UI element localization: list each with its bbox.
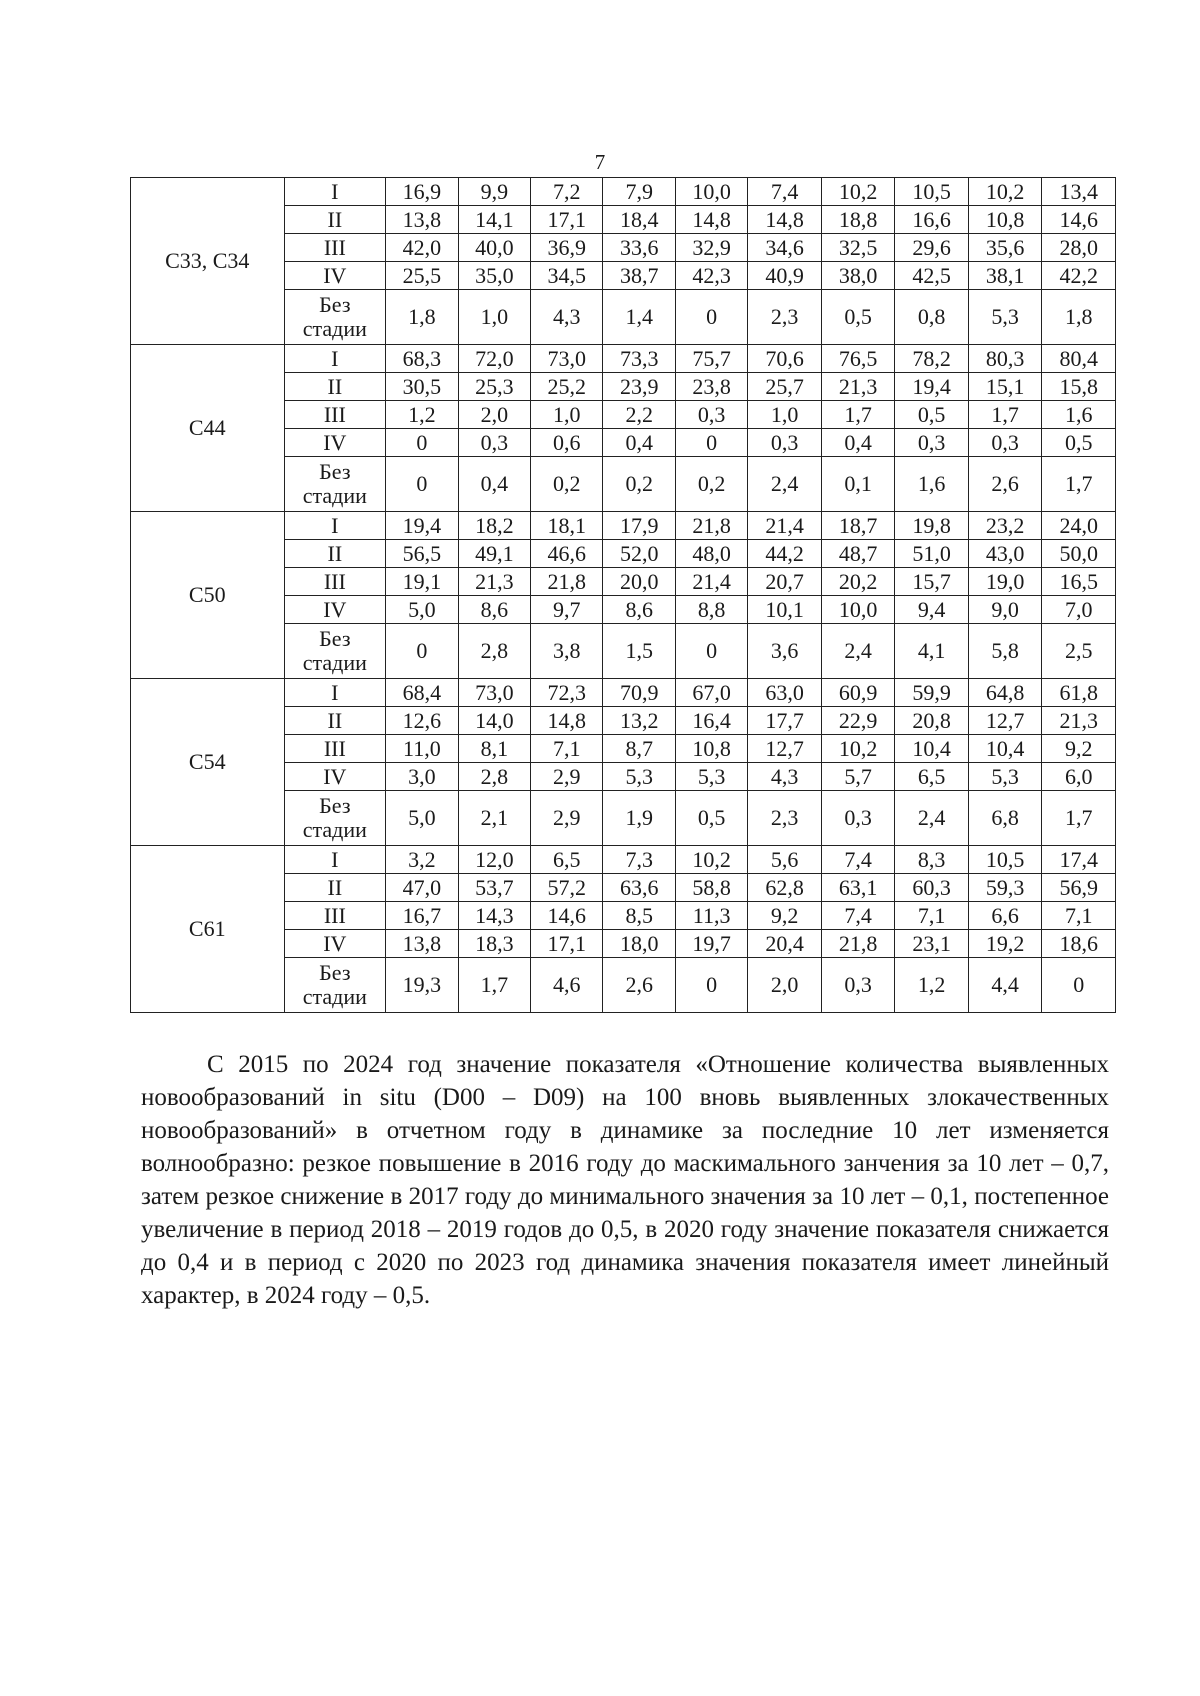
cancer-code-cell: C50 bbox=[131, 512, 285, 679]
value-cell: 10,0 bbox=[821, 596, 895, 624]
value-cell: 13,4 bbox=[1042, 178, 1116, 206]
value-cell: 1,4 bbox=[603, 290, 675, 345]
value-cell: 6,0 bbox=[1042, 763, 1116, 791]
value-cell: 38,0 bbox=[821, 262, 895, 290]
stage-cell: II bbox=[284, 707, 386, 735]
value-cell: 2,4 bbox=[748, 457, 822, 512]
value-cell: 2,0 bbox=[748, 958, 822, 1013]
value-cell: 0,4 bbox=[603, 429, 675, 457]
value-cell: 1,7 bbox=[968, 401, 1042, 429]
value-cell: 7,2 bbox=[531, 178, 603, 206]
value-cell: 10,8 bbox=[675, 735, 747, 763]
value-cell: 25,2 bbox=[531, 373, 603, 401]
value-cell: 17,4 bbox=[1042, 846, 1116, 874]
value-cell: 0,2 bbox=[675, 457, 747, 512]
stage-distribution-table bbox=[130, 177, 1116, 1013]
table-row bbox=[131, 679, 1116, 707]
value-cell: 1,2 bbox=[895, 958, 969, 1013]
value-cell: 2,6 bbox=[603, 958, 675, 1013]
value-cell: 2,8 bbox=[458, 624, 530, 679]
value-cell: 32,5 bbox=[821, 234, 895, 262]
value-cell: 19,2 bbox=[968, 930, 1042, 958]
value-cell: 2,4 bbox=[895, 791, 969, 846]
value-cell: 5,3 bbox=[968, 290, 1042, 345]
value-cell: 42,2 bbox=[1042, 262, 1116, 290]
value-cell: 1,8 bbox=[386, 290, 458, 345]
value-cell: 15,7 bbox=[895, 568, 969, 596]
value-cell: 1,8 bbox=[1042, 290, 1116, 345]
value-cell: 40,9 bbox=[748, 262, 822, 290]
value-cell: 2,3 bbox=[748, 290, 822, 345]
value-cell: 42,3 bbox=[675, 262, 747, 290]
value-cell: 70,9 bbox=[603, 679, 675, 707]
value-cell: 73,3 bbox=[603, 345, 675, 373]
stage-cell: II bbox=[284, 540, 386, 568]
value-cell: 51,0 bbox=[895, 540, 969, 568]
stage-cell: Без стадии bbox=[284, 791, 386, 846]
value-cell: 63,6 bbox=[603, 874, 675, 902]
value-cell: 9,2 bbox=[748, 902, 822, 930]
value-cell: 0,2 bbox=[531, 457, 603, 512]
value-cell: 23,9 bbox=[603, 373, 675, 401]
value-cell: 7,1 bbox=[1042, 902, 1116, 930]
value-cell: 9,2 bbox=[1042, 735, 1116, 763]
value-cell: 0,4 bbox=[821, 429, 895, 457]
value-cell: 60,9 bbox=[821, 679, 895, 707]
value-cell: 23,2 bbox=[968, 512, 1042, 540]
value-cell: 14,8 bbox=[748, 206, 822, 234]
stage-cell: II bbox=[284, 874, 386, 902]
value-cell: 21,8 bbox=[531, 568, 603, 596]
value-cell: 42,0 bbox=[386, 234, 458, 262]
value-cell: 6,6 bbox=[968, 902, 1042, 930]
value-cell: 5,3 bbox=[968, 763, 1042, 791]
value-cell: 21,3 bbox=[821, 373, 895, 401]
value-cell: 78,2 bbox=[895, 345, 969, 373]
value-cell: 0 bbox=[386, 624, 458, 679]
value-cell: 0,3 bbox=[821, 958, 895, 1013]
value-cell: 9,9 bbox=[458, 178, 530, 206]
value-cell: 5,0 bbox=[386, 791, 458, 846]
value-cell: 17,1 bbox=[531, 206, 603, 234]
value-cell: 30,5 bbox=[386, 373, 458, 401]
value-cell: 0 bbox=[675, 290, 747, 345]
value-cell: 2,9 bbox=[531, 791, 603, 846]
value-cell: 0,5 bbox=[1042, 429, 1116, 457]
stage-cell: II bbox=[284, 206, 386, 234]
value-cell: 14,8 bbox=[675, 206, 747, 234]
value-cell: 20,7 bbox=[748, 568, 822, 596]
value-cell: 10,5 bbox=[895, 178, 969, 206]
value-cell: 1,7 bbox=[1042, 457, 1116, 512]
value-cell: 17,7 bbox=[748, 707, 822, 735]
value-cell: 20,0 bbox=[603, 568, 675, 596]
value-cell: 0 bbox=[386, 429, 458, 457]
table-row bbox=[131, 345, 1116, 373]
value-cell: 64,8 bbox=[968, 679, 1042, 707]
value-cell: 2,5 bbox=[1042, 624, 1116, 679]
value-cell: 25,7 bbox=[748, 373, 822, 401]
value-cell: 10,8 bbox=[968, 206, 1042, 234]
value-cell: 16,6 bbox=[895, 206, 969, 234]
value-cell: 20,2 bbox=[821, 568, 895, 596]
value-cell: 17,1 bbox=[531, 930, 603, 958]
value-cell: 72,0 bbox=[458, 345, 530, 373]
value-cell: 60,3 bbox=[895, 874, 969, 902]
value-cell: 19,4 bbox=[386, 512, 458, 540]
value-cell: 0,1 bbox=[821, 457, 895, 512]
value-cell: 18,1 bbox=[531, 512, 603, 540]
value-cell: 21,4 bbox=[675, 568, 747, 596]
value-cell: 5,7 bbox=[821, 763, 895, 791]
value-cell: 8,8 bbox=[675, 596, 747, 624]
value-cell: 8,3 bbox=[895, 846, 969, 874]
value-cell: 52,0 bbox=[603, 540, 675, 568]
value-cell: 42,5 bbox=[895, 262, 969, 290]
value-cell: 10,2 bbox=[821, 735, 895, 763]
value-cell: 10,4 bbox=[968, 735, 1042, 763]
value-cell: 80,4 bbox=[1042, 345, 1116, 373]
value-cell: 8,1 bbox=[458, 735, 530, 763]
value-cell: 21,3 bbox=[1042, 707, 1116, 735]
value-cell: 1,0 bbox=[458, 290, 530, 345]
value-cell: 0,3 bbox=[458, 429, 530, 457]
value-cell: 0,3 bbox=[821, 791, 895, 846]
table-row bbox=[131, 178, 1116, 206]
value-cell: 1,0 bbox=[531, 401, 603, 429]
value-cell: 34,5 bbox=[531, 262, 603, 290]
value-cell: 2,6 bbox=[968, 457, 1042, 512]
value-cell: 44,2 bbox=[748, 540, 822, 568]
value-cell: 1,9 bbox=[603, 791, 675, 846]
value-cell: 8,5 bbox=[603, 902, 675, 930]
value-cell: 0 bbox=[675, 958, 747, 1013]
value-cell: 56,5 bbox=[386, 540, 458, 568]
value-cell: 19,1 bbox=[386, 568, 458, 596]
value-cell: 4,6 bbox=[531, 958, 603, 1013]
value-cell: 12,0 bbox=[458, 846, 530, 874]
value-cell: 75,7 bbox=[675, 345, 747, 373]
value-cell: 47,0 bbox=[386, 874, 458, 902]
value-cell: 18,0 bbox=[603, 930, 675, 958]
value-cell: 4,4 bbox=[968, 958, 1042, 1013]
value-cell: 19,0 bbox=[968, 568, 1042, 596]
value-cell: 61,8 bbox=[1042, 679, 1116, 707]
stage-cell: IV bbox=[284, 596, 386, 624]
value-cell: 10,5 bbox=[968, 846, 1042, 874]
value-cell: 14,3 bbox=[458, 902, 530, 930]
value-cell: 0,3 bbox=[895, 429, 969, 457]
value-cell: 19,4 bbox=[895, 373, 969, 401]
value-cell: 19,8 bbox=[895, 512, 969, 540]
value-cell: 50,0 bbox=[1042, 540, 1116, 568]
value-cell: 0 bbox=[386, 457, 458, 512]
value-cell: 48,7 bbox=[821, 540, 895, 568]
value-cell: 16,5 bbox=[1042, 568, 1116, 596]
stage-cell: IV bbox=[284, 429, 386, 457]
value-cell: 13,8 bbox=[386, 930, 458, 958]
stage-cell: Без стадии bbox=[284, 457, 386, 512]
value-cell: 0,3 bbox=[968, 429, 1042, 457]
value-cell: 3,0 bbox=[386, 763, 458, 791]
value-cell: 15,8 bbox=[1042, 373, 1116, 401]
value-cell: 10,0 bbox=[675, 178, 747, 206]
value-cell: 1,6 bbox=[895, 457, 969, 512]
value-cell: 0 bbox=[675, 624, 747, 679]
value-cell: 15,1 bbox=[968, 373, 1042, 401]
cancer-code-cell: C44 bbox=[131, 345, 285, 512]
value-cell: 5,0 bbox=[386, 596, 458, 624]
value-cell: 0,5 bbox=[675, 791, 747, 846]
value-cell: 0 bbox=[1042, 958, 1116, 1013]
value-cell: 38,7 bbox=[603, 262, 675, 290]
value-cell: 2,1 bbox=[458, 791, 530, 846]
value-cell: 21,3 bbox=[458, 568, 530, 596]
value-cell: 7,4 bbox=[748, 178, 822, 206]
value-cell: 46,6 bbox=[531, 540, 603, 568]
stage-cell: IV bbox=[284, 930, 386, 958]
value-cell: 0,6 bbox=[531, 429, 603, 457]
body-paragraph bbox=[141, 1048, 1109, 1312]
value-cell: 56,9 bbox=[1042, 874, 1116, 902]
value-cell: 14,8 bbox=[531, 707, 603, 735]
value-cell: 19,7 bbox=[675, 930, 747, 958]
value-cell: 68,3 bbox=[386, 345, 458, 373]
value-cell: 32,9 bbox=[675, 234, 747, 262]
value-cell: 20,4 bbox=[748, 930, 822, 958]
value-cell: 73,0 bbox=[531, 345, 603, 373]
value-cell: 38,1 bbox=[968, 262, 1042, 290]
value-cell: 5,6 bbox=[748, 846, 822, 874]
value-cell: 0,8 bbox=[895, 290, 969, 345]
value-cell: 2,8 bbox=[458, 763, 530, 791]
value-cell: 10,1 bbox=[748, 596, 822, 624]
value-cell: 43,0 bbox=[968, 540, 1042, 568]
value-cell: 70,6 bbox=[748, 345, 822, 373]
table-row bbox=[131, 512, 1116, 540]
value-cell: 59,9 bbox=[895, 679, 969, 707]
value-cell: 1,5 bbox=[603, 624, 675, 679]
value-cell: 5,8 bbox=[968, 624, 1042, 679]
paragraph-text: С 2015 по 2024 год значение показателя «Отношение количества выявленных новообразований in situ (D00 – D09) на 100 вновь выявленных злокачественных новообразований» в отчетном году в динамике за последние 10 лет изменяется волнообразно: резкое повышение в 2016 году до маскимального занчения за 10 лет – 0,7, затем резкое снижение в 2017 году до минимального значения за 10 лет – 0,1, постепенное увеличение в период 2018 – 2019 годов до 0,5, в 2020 году значение показателя снижается до 0,4 и в период с 2020 по 2023 год динамика значения показателя имеет линейный характер, в 2024 году – 0,5. bbox=[141, 1051, 1109, 1309]
stage-cell: I bbox=[284, 512, 386, 540]
value-cell: 1,7 bbox=[1042, 791, 1116, 846]
value-cell: 57,2 bbox=[531, 874, 603, 902]
value-cell: 1,6 bbox=[1042, 401, 1116, 429]
value-cell: 2,9 bbox=[531, 763, 603, 791]
value-cell: 9,0 bbox=[968, 596, 1042, 624]
value-cell: 14,0 bbox=[458, 707, 530, 735]
value-cell: 11,3 bbox=[675, 902, 747, 930]
value-cell: 0,2 bbox=[603, 457, 675, 512]
value-cell: 16,9 bbox=[386, 178, 458, 206]
value-cell: 0 bbox=[675, 429, 747, 457]
value-cell: 23,1 bbox=[895, 930, 969, 958]
value-cell: 4,3 bbox=[531, 290, 603, 345]
cancer-code-cell: C61 bbox=[131, 846, 285, 1013]
value-cell: 2,4 bbox=[821, 624, 895, 679]
value-cell: 1,7 bbox=[821, 401, 895, 429]
value-cell: 1,2 bbox=[386, 401, 458, 429]
value-cell: 72,3 bbox=[531, 679, 603, 707]
value-cell: 23,8 bbox=[675, 373, 747, 401]
value-cell: 59,3 bbox=[968, 874, 1042, 902]
value-cell: 19,3 bbox=[386, 958, 458, 1013]
value-cell: 21,8 bbox=[675, 512, 747, 540]
value-cell: 13,2 bbox=[603, 707, 675, 735]
value-cell: 2,3 bbox=[748, 791, 822, 846]
stage-cell: III bbox=[284, 735, 386, 763]
value-cell: 8,6 bbox=[603, 596, 675, 624]
value-cell: 40,0 bbox=[458, 234, 530, 262]
cancer-code-cell: C33, C34 bbox=[131, 178, 285, 345]
value-cell: 10,2 bbox=[821, 178, 895, 206]
stage-cell: Без стадии bbox=[284, 958, 386, 1013]
value-cell: 10,2 bbox=[675, 846, 747, 874]
value-cell: 7,0 bbox=[1042, 596, 1116, 624]
value-cell: 3,6 bbox=[748, 624, 822, 679]
value-cell: 7,1 bbox=[895, 902, 969, 930]
value-cell: 7,4 bbox=[821, 902, 895, 930]
value-cell: 18,4 bbox=[603, 206, 675, 234]
value-cell: 17,9 bbox=[603, 512, 675, 540]
value-cell: 14,6 bbox=[1042, 206, 1116, 234]
page-number: 7 bbox=[594, 150, 606, 174]
value-cell: 3,2 bbox=[386, 846, 458, 874]
value-cell: 8,7 bbox=[603, 735, 675, 763]
value-cell: 12,6 bbox=[386, 707, 458, 735]
value-cell: 35,0 bbox=[458, 262, 530, 290]
stage-cell: IV bbox=[284, 763, 386, 791]
value-cell: 14,1 bbox=[458, 206, 530, 234]
stage-cell: I bbox=[284, 679, 386, 707]
value-cell: 2,2 bbox=[603, 401, 675, 429]
value-cell: 6,5 bbox=[531, 846, 603, 874]
value-cell: 14,6 bbox=[531, 902, 603, 930]
stage-cell: III bbox=[284, 401, 386, 429]
value-cell: 7,9 bbox=[603, 178, 675, 206]
value-cell: 4,1 bbox=[895, 624, 969, 679]
stage-cell: Без стадии bbox=[284, 290, 386, 345]
value-cell: 10,4 bbox=[895, 735, 969, 763]
value-cell: 16,7 bbox=[386, 902, 458, 930]
value-cell: 10,2 bbox=[968, 178, 1042, 206]
value-cell: 62,8 bbox=[748, 874, 822, 902]
value-cell: 35,6 bbox=[968, 234, 1042, 262]
value-cell: 1,0 bbox=[748, 401, 822, 429]
value-cell: 68,4 bbox=[386, 679, 458, 707]
cancer-code-cell: C54 bbox=[131, 679, 285, 846]
stage-cell: II bbox=[284, 373, 386, 401]
value-cell: 53,7 bbox=[458, 874, 530, 902]
value-cell: 9,7 bbox=[531, 596, 603, 624]
value-cell: 7,4 bbox=[821, 846, 895, 874]
stage-cell: I bbox=[284, 345, 386, 373]
value-cell: 12,7 bbox=[748, 735, 822, 763]
value-cell: 67,0 bbox=[675, 679, 747, 707]
value-cell: 49,1 bbox=[458, 540, 530, 568]
stage-cell: Без стадии bbox=[284, 624, 386, 679]
stage-cell: III bbox=[284, 234, 386, 262]
value-cell: 5,3 bbox=[603, 763, 675, 791]
value-cell: 58,8 bbox=[675, 874, 747, 902]
value-cell: 11,0 bbox=[386, 735, 458, 763]
table-body bbox=[131, 178, 1116, 1013]
stage-cell: I bbox=[284, 178, 386, 206]
value-cell: 22,9 bbox=[821, 707, 895, 735]
value-cell: 33,6 bbox=[603, 234, 675, 262]
value-cell: 73,0 bbox=[458, 679, 530, 707]
table-row bbox=[131, 846, 1116, 874]
value-cell: 7,1 bbox=[531, 735, 603, 763]
value-cell: 76,5 bbox=[821, 345, 895, 373]
value-cell: 21,4 bbox=[748, 512, 822, 540]
value-cell: 63,1 bbox=[821, 874, 895, 902]
value-cell: 3,8 bbox=[531, 624, 603, 679]
value-cell: 1,7 bbox=[458, 958, 530, 1013]
value-cell: 4,3 bbox=[748, 763, 822, 791]
value-cell: 6,8 bbox=[968, 791, 1042, 846]
value-cell: 36,9 bbox=[531, 234, 603, 262]
value-cell: 0,5 bbox=[895, 401, 969, 429]
value-cell: 18,8 bbox=[821, 206, 895, 234]
value-cell: 25,5 bbox=[386, 262, 458, 290]
value-cell: 5,3 bbox=[675, 763, 747, 791]
value-cell: 48,0 bbox=[675, 540, 747, 568]
value-cell: 0,3 bbox=[675, 401, 747, 429]
value-cell: 18,7 bbox=[821, 512, 895, 540]
value-cell: 18,2 bbox=[458, 512, 530, 540]
value-cell: 2,0 bbox=[458, 401, 530, 429]
stage-cell: I bbox=[284, 846, 386, 874]
stage-cell: IV bbox=[284, 262, 386, 290]
value-cell: 21,8 bbox=[821, 930, 895, 958]
value-cell: 0,4 bbox=[458, 457, 530, 512]
stage-cell: III bbox=[284, 902, 386, 930]
value-cell: 9,4 bbox=[895, 596, 969, 624]
stage-cell: III bbox=[284, 568, 386, 596]
value-cell: 7,3 bbox=[603, 846, 675, 874]
value-cell: 29,6 bbox=[895, 234, 969, 262]
value-cell: 25,3 bbox=[458, 373, 530, 401]
value-cell: 13,8 bbox=[386, 206, 458, 234]
value-cell: 28,0 bbox=[1042, 234, 1116, 262]
value-cell: 20,8 bbox=[895, 707, 969, 735]
value-cell: 12,7 bbox=[968, 707, 1042, 735]
value-cell: 6,5 bbox=[895, 763, 969, 791]
value-cell: 0,3 bbox=[748, 429, 822, 457]
value-cell: 18,6 bbox=[1042, 930, 1116, 958]
value-cell: 34,6 bbox=[748, 234, 822, 262]
value-cell: 16,4 bbox=[675, 707, 747, 735]
value-cell: 0,5 bbox=[821, 290, 895, 345]
value-cell: 8,6 bbox=[458, 596, 530, 624]
value-cell: 80,3 bbox=[968, 345, 1042, 373]
value-cell: 63,0 bbox=[748, 679, 822, 707]
value-cell: 18,3 bbox=[458, 930, 530, 958]
value-cell: 24,0 bbox=[1042, 512, 1116, 540]
